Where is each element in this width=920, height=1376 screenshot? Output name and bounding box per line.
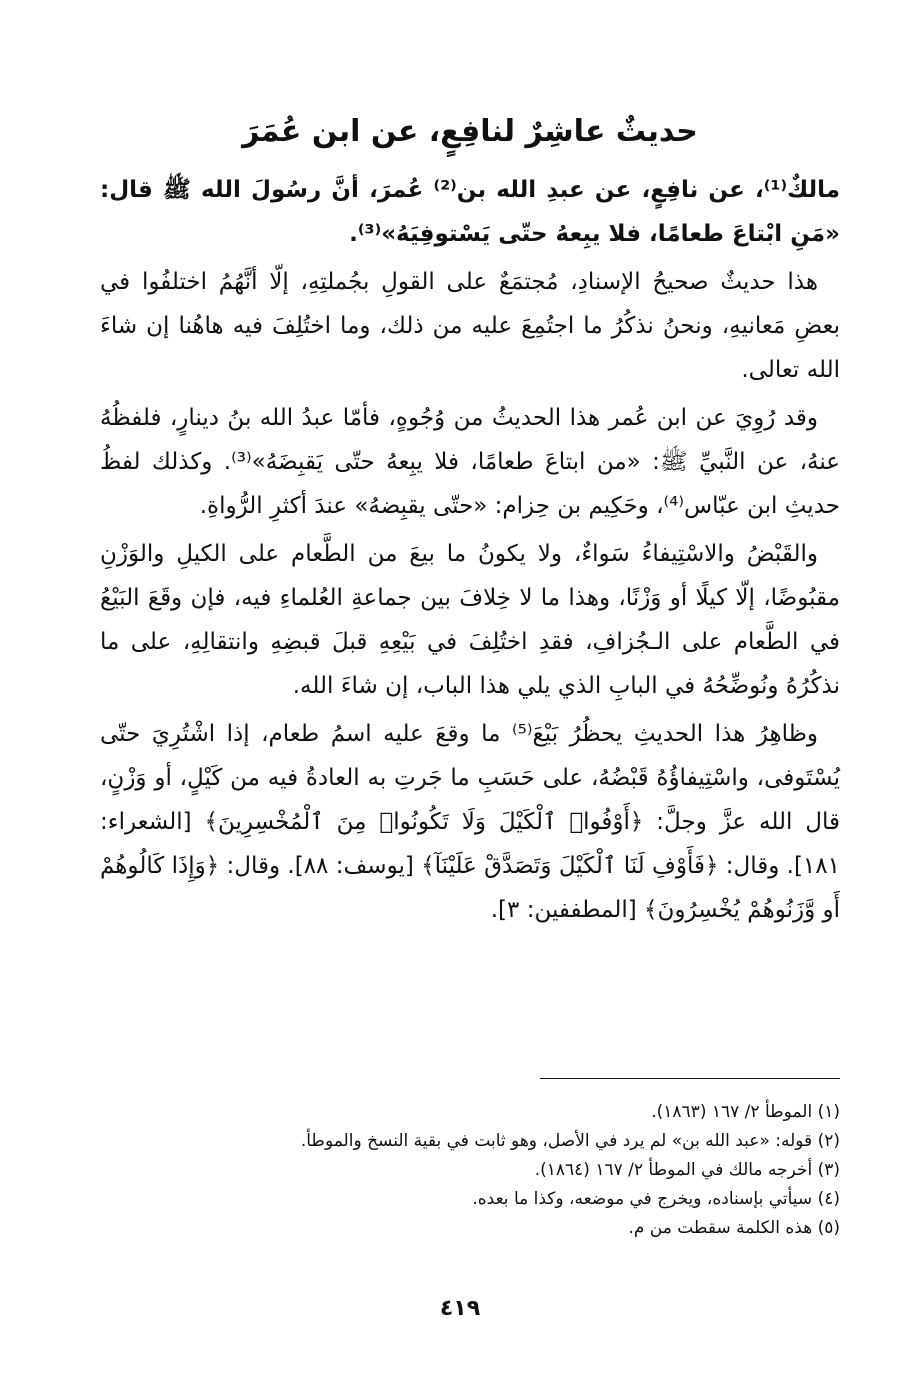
page-number: ٤١٩ [439,1296,481,1321]
footnotes [100,1098,840,1243]
footnote-separator [540,1078,840,1079]
hadith-text: مالكٌ⁽¹⁾، عن نافِعٍ، عن عبدِ الله بن⁽²⁾ عُمرَ، أنَّ رسُولَ الله ﷺ قال: «مَنِ ابْتاعَ طعامًا، فلا يبِعهُ حتّى يَسْتوفِيَهُ»⁽³⁾. [100,177,840,247]
page-body [100,110,840,936]
commentary-paragraph-1: هذا حديثٌ صحيحُ الإسنادِ، مُجتمَعٌ على القولِ بجُملتِهِ، إلّا أنَّهُمُ اختلفُوا في بعضِ مَعانيهِ، ونحنُ نذكُرُ ما اجتُمِعَ عليه من ذلك، وما اختُلِفَ فيه هاهُنا إن شاءَ الله تعالى. [100,269,840,383]
chapter-heading: حديثٌ عاشِرٌ لنافِعٍ، عن ابن عُمَرَ [242,114,698,149]
commentary-paragraph-4: وظاهِرُ هذا الحديثِ يحظُرُ بَيْعَ⁽⁵⁾ ما وقعَ عليه اسمُ طعام، إذا اشْتُرِيَ حتّى يُسْتَوفى، واسْتِيفاؤُهُ قَبْضُهُ، على حَسَبِ ما جَرتِ به العادةُ فيه من كَيْلٍ، أو وَزْنٍ، قال الله عزَّ وجلَّ: ﴿أَوْفُوا۟ ٱلْكَيْلَ وَلَا تَكُونُوا۟ مِنَ ٱلْمُخْسِرِينَ﴾ [الشعراء: ١٨١]. وقال: ﴿فَأَوْفِ لَنَا ٱلْكَيْلَ وَتَصَدَّقْ عَلَيْنَآ﴾ [يوسف: ٨٨]. وقال: ﴿وَإِذَا كَالُوهُمْ أَو وَّزَنُوهُمْ يُخْسِرُونَ﴾ [المطففين: ٣]. [100,721,840,923]
footnote-4: (٤) سيأتي بإسناده، ويخرج في موضعه، وكذا ما بعده. [472,1189,840,1209]
footnote-2: (٢) قوله: «عبد الله بن» لم يرد في الأصل، وهو ثابت في بقية النسخ والموطأ. [300,1131,840,1151]
commentary-paragraph-3: والقَبْضُ والاسْتِيفاءُ سَواءٌ، ولا يكونُ ما بيعَ من الطَّعام على الكيلِ والوَزْنِ مقبُوضًا، إلّا كيلًا أو وَزْنًا، وهذا ما لا خِلافَ بين جماعةِ العُلماءِ فيه، فإن وقَعَ البَيْعُ في الطَّعام على الـجُزافِ، فقدِ اختُلِفَ في بَيْعِهِ قبلَ قبضِهِ وانتقالِهِ، على ما نذكُرُهُ ونُوضِّحُهُ في البابِ الذي يلي هذا الباب، إن شاءَ الله. [100,541,840,699]
footnote-3: (٣) أخرجه مالك في الموطأ ٢/ ١٦٧ (١٨٦٤). [534,1160,840,1180]
footnote-1: (١) الموطأ ٢/ ١٦٧ (١٨٦٣). [651,1102,840,1122]
commentary-paragraph-2: وقد رُوِيَ عن ابن عُمر هذا الحديثُ من وُجُوهٍ، فأمّا عبدُ الله بنُ دينارٍ، فلفظُهُ عنهُ، عن النَّبيِّ ﷺ: «من ابتاعَ طعامًا، فلا يبِعهُ حتّى يَقبِضَهُ»⁽³⁾. وكذلك لفظُ حديثِ ابن عبّاس⁽⁴⁾، وحَكِيم بن حِزام: «حتّى يقبِضهُ» عندَ أكثرِ الرُّواةِ. [100,405,840,519]
footnote-5: (٥) هذه الكلمة سقطت من م. [628,1218,840,1238]
